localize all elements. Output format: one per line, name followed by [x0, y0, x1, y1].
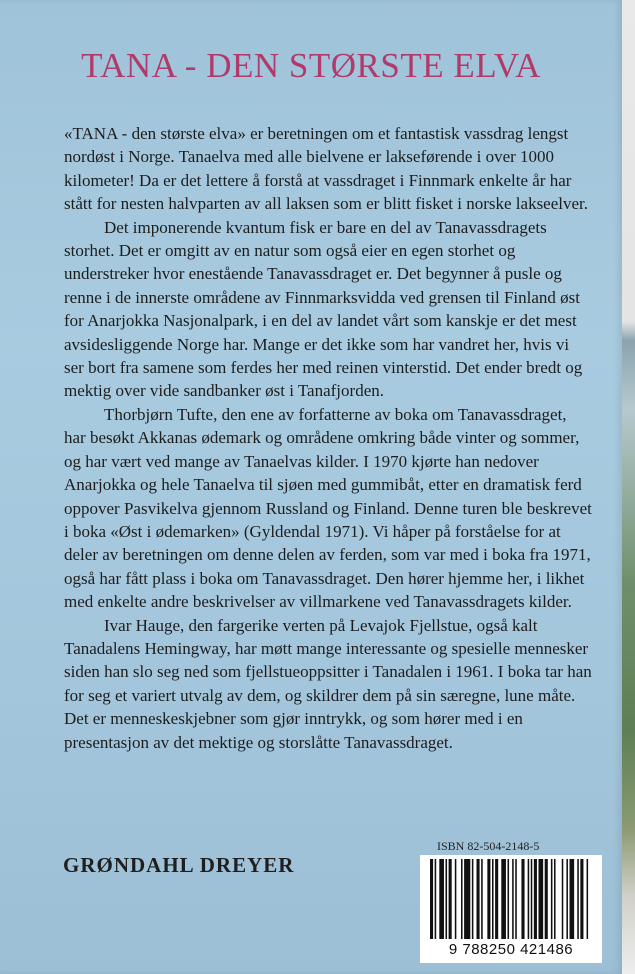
barcode-digits: 9 788250 421486 — [448, 941, 574, 958]
isbn-label: ISBN 82-504-2148-5 — [437, 839, 540, 853]
blurb-paragraph-2: Det imponerende kvantum fisk er bare en del av Tanavassdragets storhet. Det er omgitt av en natur som også eier en egen storhet og understreker hvor enestående Tanavassdraget er. Det begynner å pusle og renne i de innerste områdene av Finnmarksvidda ved grensen til Finland øst for Anarjokka Nasjonalpark, i en del av landet vårt som kanskje er det mest avsidesliggende Norge har. Mange er det ikke som har vandret her, hvis vi ser bort fra samene som ferdes her med reinen vinterstid. Det ender bredt og mektig over vide sandbanker øst i Tanafjorden. — [64, 217, 583, 401]
blurb-paragraph-1: «TANA - den største elva» er beretningen om et fantastisk vassdrag lengst nordøst i Norge. Tanaelva med alle bielvene er lakseførende i over 1000 kilometer! Da er det lettere å forstå at vassdraget i Finnmark enkelte år har stått for nesten halvparten av all laksen som er blitt fisket i norske lakseelver. — [64, 124, 589, 214]
blurb-text — [64, 122, 592, 754]
book-title: TANA - DEN STØRSTE ELVA — [81, 46, 541, 85]
blurb-paragraph-3: Thorbjørn Tufte, den ene av forfatterne av boka om Tanavassdraget, har besøkt Akkanas ødemark og områdene omkring både vinter og sommer, og har vært ved mange av Tanaelvas kilder. I 1970 kjørte han nedover Anarjokka og hele Tanaelva til sjøen med gummibåt, etter en dramatisk ferd oppover Pasvikelva gjennom Russland og Finland. Denne turen ble beskrevet i boka «Øst i ødemarken» (Gyldendal 1971). Vi håper på forståelse for at deler av beretningen om denne delen av ferden, som var med i boka fra 1971, også har fått plass i boka om Tanavassdraget. Den hører hjemme her, i likhet med enkelte andre beskrivelser av villmarkene ved Tanavassdragets kilder. — [64, 404, 592, 612]
publisher-name: GRØNDAHL DREYER — [63, 853, 295, 877]
barcode — [420, 855, 602, 963]
background-photo-edge — [622, 0, 635, 974]
blurb-paragraph-4: Ivar Hauge, den fargerike verten på Levajok Fjellstue, også kalt Tanadalens Hemingway, har møtt mange interessante og spesielle mennesker siden han slo seg ned som fjellstueoppsitter i Tanadalen i 1961. I boka tar han for seg et variert utvalg av dem, og skildrer dem på sin særegne, lune måte. Det er menneskeskjebner som gjør inntrykk, og som hører med i en presentasjon av det mektige og storslåtte Tanavassdraget. — [64, 615, 592, 752]
barcode-bars — [428, 859, 594, 939]
